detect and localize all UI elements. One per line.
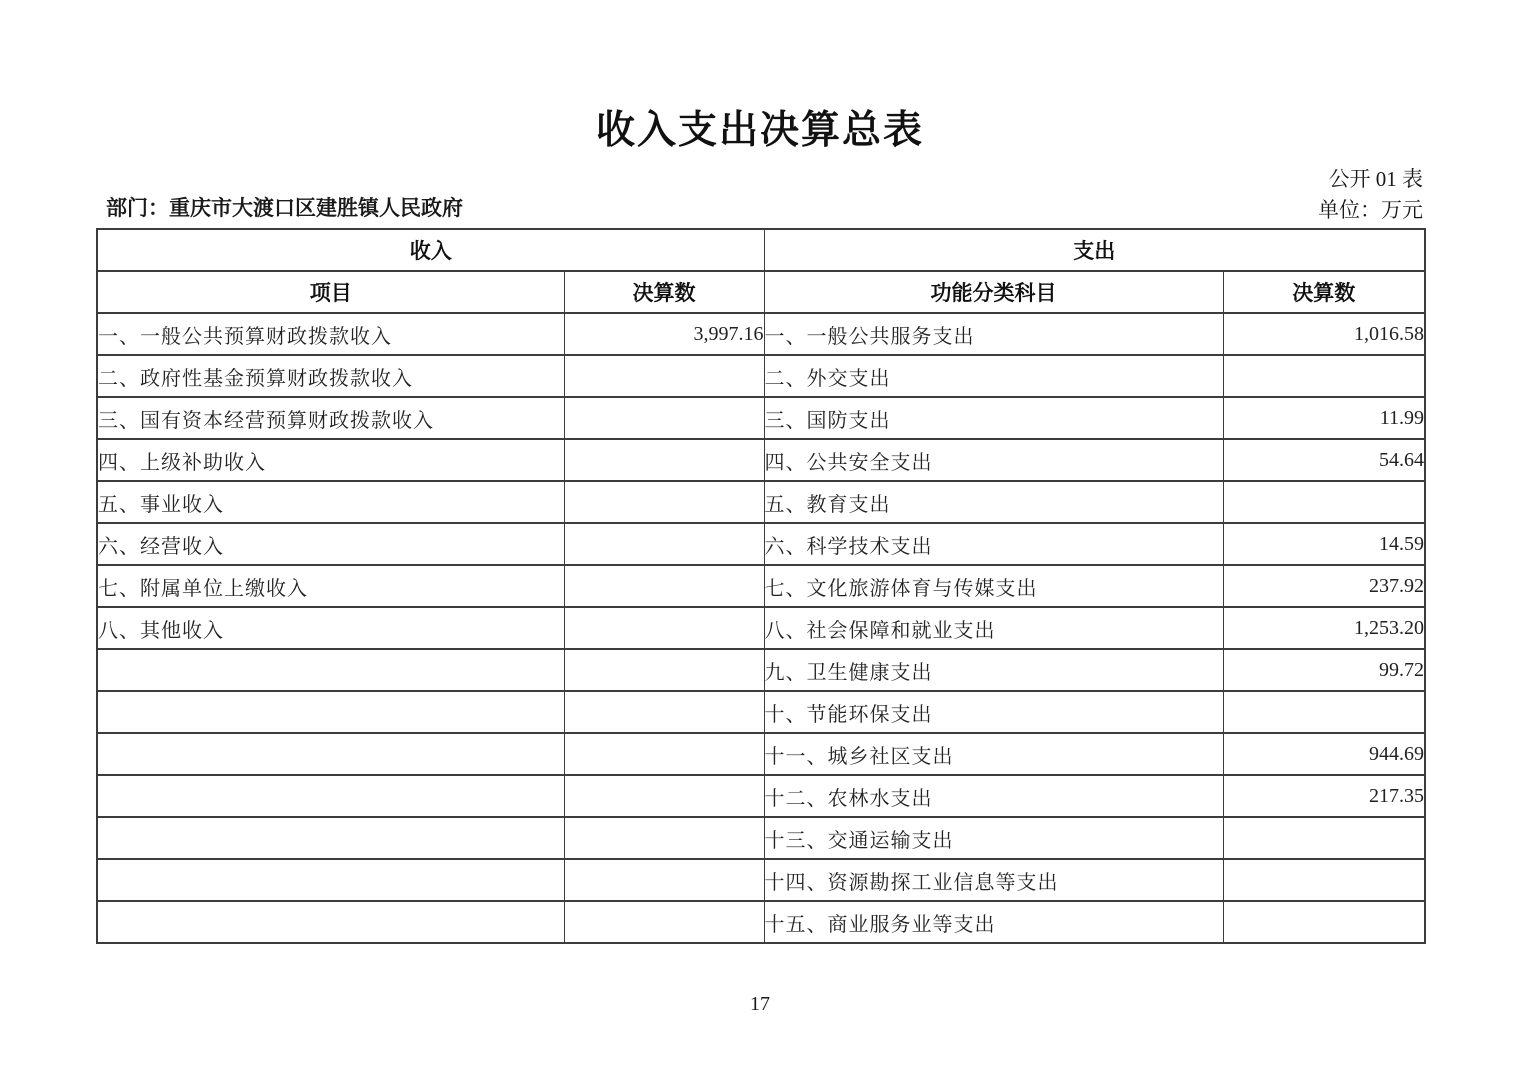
unit-label: 单位：万元 xyxy=(1318,198,1423,222)
income-item-cell xyxy=(97,775,564,817)
income-amount-cell xyxy=(564,481,764,523)
budget-summary-table xyxy=(96,228,1426,944)
table-row xyxy=(97,607,1425,649)
expense-amount-cell: 944.69 xyxy=(1223,733,1425,775)
income-item-cell: 一、一般公共预算财政拨款收入 xyxy=(97,313,564,355)
table-row xyxy=(97,397,1425,439)
table-row xyxy=(97,649,1425,691)
table-row xyxy=(97,481,1425,523)
income-amount-cell xyxy=(564,649,764,691)
column-header-row xyxy=(97,271,1425,313)
expense-amount-cell: 14.59 xyxy=(1223,523,1425,565)
income-item-cell: 二、政府性基金预算财政拨款收入 xyxy=(97,355,564,397)
expense-item-cell: 十三、交通运输支出 xyxy=(764,817,1223,859)
expense-item-cell: 七、文化旅游体育与传媒支出 xyxy=(764,565,1223,607)
table-row xyxy=(97,691,1425,733)
income-amount-cell xyxy=(564,565,764,607)
expense-amount-cell xyxy=(1223,481,1425,523)
income-amount-cell xyxy=(564,775,764,817)
expense-item-cell: 二、外交支出 xyxy=(764,355,1223,397)
income-amount-cell xyxy=(564,733,764,775)
table-row xyxy=(97,523,1425,565)
income-item-cell xyxy=(97,817,564,859)
table-row xyxy=(97,355,1425,397)
expense-amount-cell xyxy=(1223,859,1425,901)
table-row xyxy=(97,775,1425,817)
expense-item-cell: 十二、农林水支出 xyxy=(764,775,1223,817)
table-row xyxy=(97,901,1425,943)
department-line: 部门：重庆市大渡口区建胜镇人民政府 xyxy=(106,196,463,220)
income-item-cell: 七、附属单位上缴收入 xyxy=(97,565,564,607)
expense-item-cell: 五、教育支出 xyxy=(764,481,1223,523)
expense-item-cell: 十四、资源勘探工业信息等支出 xyxy=(764,859,1223,901)
expense-amount-cell: 11.99 xyxy=(1223,397,1425,439)
expense-item-cell: 十、节能环保支出 xyxy=(764,691,1223,733)
income-item-cell xyxy=(97,859,564,901)
income-item-cell xyxy=(97,901,564,943)
expense-amount-cell: 1,016.58 xyxy=(1223,313,1425,355)
table-row xyxy=(97,733,1425,775)
expense-amount-cell: 99.72 xyxy=(1223,649,1425,691)
expense-amount-cell xyxy=(1223,901,1425,943)
column-header-income-item: 项目 xyxy=(97,271,564,313)
table-row xyxy=(97,817,1425,859)
income-amount-cell xyxy=(564,817,764,859)
expense-amount-cell xyxy=(1223,691,1425,733)
table-row xyxy=(97,859,1425,901)
table-row xyxy=(97,439,1425,481)
income-item-cell xyxy=(97,691,564,733)
column-header-expense-category: 功能分类科目 xyxy=(764,271,1223,313)
income-item-cell: 八、其他收入 xyxy=(97,607,564,649)
page-title: 收入支出决算总表 xyxy=(595,109,924,152)
income-amount-cell xyxy=(564,439,764,481)
expense-amount-cell: 54.64 xyxy=(1223,439,1425,481)
expense-item-cell: 十一、城乡社区支出 xyxy=(764,733,1223,775)
page-number: 17 xyxy=(750,993,770,1015)
expense-item-cell: 四、公共安全支出 xyxy=(764,439,1223,481)
income-amount-cell xyxy=(564,901,764,943)
income-item-cell: 五、事业收入 xyxy=(97,481,564,523)
income-item-cell: 六、经营收入 xyxy=(97,523,564,565)
income-item-cell xyxy=(97,649,564,691)
table-row xyxy=(97,565,1425,607)
section-header-income: 收入 xyxy=(97,229,764,271)
expense-amount-cell: 237.92 xyxy=(1223,565,1425,607)
income-amount-cell xyxy=(564,691,764,733)
expense-item-cell: 三、国防支出 xyxy=(764,397,1223,439)
income-amount-cell xyxy=(564,523,764,565)
table-header xyxy=(97,229,1425,313)
expense-amount-cell: 217.35 xyxy=(1223,775,1425,817)
income-amount-cell xyxy=(564,397,764,439)
expense-amount-cell xyxy=(1223,817,1425,859)
column-header-income-amount: 决算数 xyxy=(564,271,764,313)
expense-item-cell: 八、社会保障和就业支出 xyxy=(764,607,1223,649)
income-item-cell: 四、上级补助收入 xyxy=(97,439,564,481)
expense-item-cell: 六、科学技术支出 xyxy=(764,523,1223,565)
table-body xyxy=(97,313,1425,943)
income-amount-cell xyxy=(564,355,764,397)
income-item-cell xyxy=(97,733,564,775)
income-item-cell: 三、国有资本经营预算财政拨款收入 xyxy=(97,397,564,439)
section-header-expenditure: 支出 xyxy=(764,229,1425,271)
income-amount-cell xyxy=(564,859,764,901)
table-row xyxy=(97,313,1425,355)
income-amount-cell xyxy=(564,607,764,649)
table-code-label: 公开 01 表 xyxy=(1328,167,1423,191)
expense-amount-cell xyxy=(1223,355,1425,397)
column-header-expense-amount: 决算数 xyxy=(1223,271,1425,313)
income-amount-cell: 3,997.16 xyxy=(564,313,764,355)
expense-item-cell: 十五、商业服务业等支出 xyxy=(764,901,1223,943)
expense-item-cell: 九、卫生健康支出 xyxy=(764,649,1223,691)
expense-item-cell: 一、一般公共服务支出 xyxy=(764,313,1223,355)
expense-amount-cell: 1,253.20 xyxy=(1223,607,1425,649)
section-header-row xyxy=(97,229,1425,271)
